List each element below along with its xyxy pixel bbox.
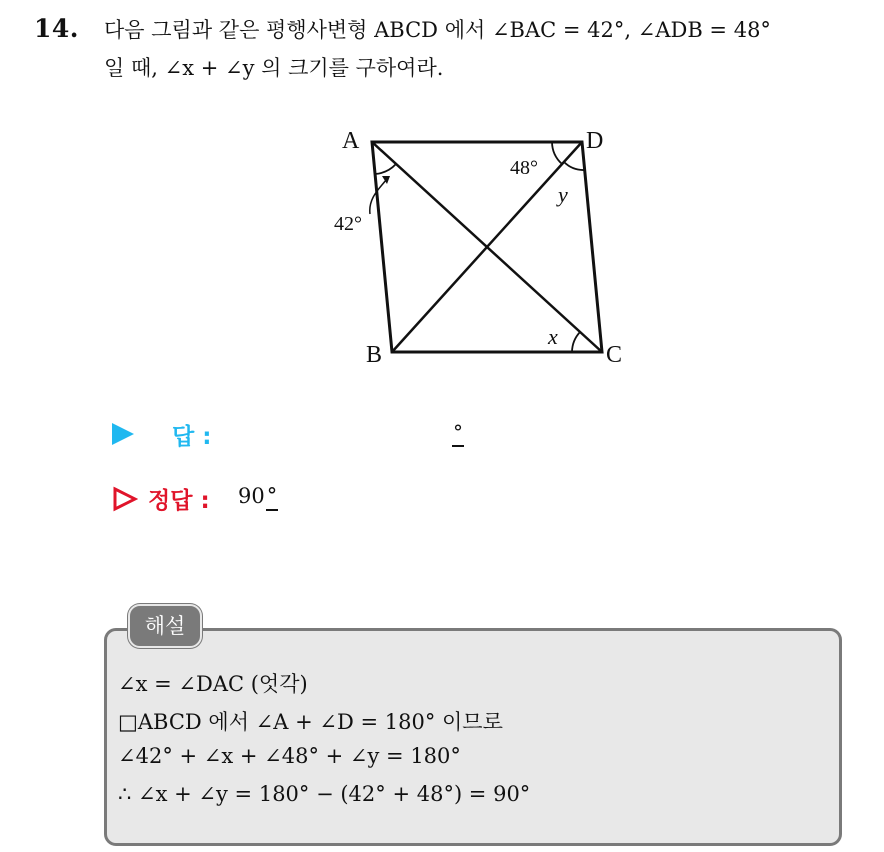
vertex-label-a: A xyxy=(342,128,360,154)
vertex-label-d: D xyxy=(586,128,604,154)
angle-arc-x xyxy=(572,332,580,352)
solution-box xyxy=(104,628,842,846)
correct-value-unit: ° xyxy=(266,484,279,511)
answer-blank[interactable] xyxy=(452,420,464,447)
answer-row xyxy=(112,418,512,452)
angle-arc-a xyxy=(375,164,396,174)
diagonal-bd xyxy=(392,142,582,352)
correct-value-number: 90 xyxy=(238,484,265,508)
solution-line-2: □ABCD 에서 ∠A + ∠D = 180° 이므로 xyxy=(118,710,503,734)
outline-triangle-icon xyxy=(112,486,138,512)
parallelogram-figure xyxy=(330,118,640,378)
correct-answer-value xyxy=(238,484,278,511)
angle-arc-d xyxy=(552,142,562,164)
answer-label: 답 : xyxy=(172,424,212,450)
angle-var-x: x xyxy=(548,324,558,349)
vertex-label-b: B xyxy=(366,342,383,368)
question-text-line-1: 다음 그림과 같은 평행사변형 ABCD 에서 ∠BAC = 42°, ∠ADB = 48° xyxy=(104,18,771,42)
question-number: 14. xyxy=(34,14,79,43)
solution-line-4: ∴ ∠x + ∠y = 180° − (42° + 48°) = 90° xyxy=(118,782,531,806)
answer-unit: ° xyxy=(452,420,464,447)
question-text-line-2: 일 때, ∠x + ∠y 의 크기를 구하여라. xyxy=(104,56,444,80)
solution-line-1: ∠x = ∠DAC (엇각) xyxy=(118,672,308,696)
play-triangle-icon xyxy=(112,423,134,445)
solution-tab: 해설 xyxy=(128,604,202,648)
angle-arc-y xyxy=(564,162,585,170)
vertex-label-c: C xyxy=(606,342,623,368)
angle-label-d: 48° xyxy=(510,157,538,179)
parallelogram-diagram xyxy=(330,118,640,378)
correct-answer-label: 정답 : xyxy=(148,488,210,514)
angle-var-y: y xyxy=(558,182,568,207)
angle-label-a: 42° xyxy=(334,213,362,235)
correct-answer-row xyxy=(112,482,512,516)
solution-line-3: ∠42° + ∠x + ∠48° + ∠y = 180° xyxy=(118,744,461,768)
